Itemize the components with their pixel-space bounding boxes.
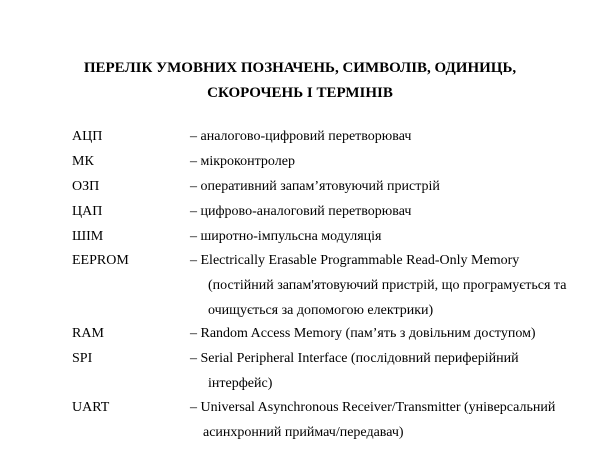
abbreviation-definition-continuation: інтерфейс) — [208, 376, 273, 391]
abbreviation-term: МК — [72, 154, 94, 169]
abbreviation-definition: – Random Access Memory (пам’ять з довільним доступом) — [190, 326, 536, 341]
abbreviation-definition: – мікроконтролер — [190, 154, 295, 169]
abbreviation-term: UART — [72, 400, 110, 415]
abbreviation-definition: – цифрово-аналоговий перетворювач — [190, 204, 412, 219]
abbreviation-definition: – Universal Asynchronous Receiver/Transmitter (універсальний — [190, 400, 556, 415]
abbreviation-term: EEPROM — [72, 253, 129, 268]
abbreviation-definition: – Electrically Erasable Programmable Read-Only Memory — [190, 253, 520, 268]
abbreviation-term: АЦП — [72, 129, 103, 144]
abbreviation-term: ШІМ — [72, 229, 104, 244]
abbreviation-term: SPI — [72, 351, 93, 366]
abbreviation-definition: – Serial Peripheral Interface (послідовний периферійний — [190, 351, 519, 366]
abbreviation-definition-continuation: очищується за допомогою електрики) — [208, 303, 434, 318]
abbreviation-definition-continuation: (постійний запам'ятовуючий пристрій, що програмується та — [208, 278, 567, 293]
abbreviation-term: ЦАП — [72, 204, 103, 219]
abbreviation-term: ОЗП — [72, 179, 100, 194]
abbreviation-definition: – оперативний запам’ятовуючий пристрій — [190, 179, 440, 194]
page-title-line-2: СКОРОЧЕНЬ І ТЕРМІНІВ — [207, 85, 393, 101]
abbreviation-definition: – широтно-імпульсна модуляція — [190, 229, 382, 244]
abbreviation-term: RAM — [72, 326, 104, 341]
abbreviation-definition: – аналогово-цифровий перетворювач — [190, 129, 412, 144]
page-title-line-1: ПЕРЕЛІК УМОВНИХ ПОЗНАЧЕНЬ, СИМВОЛІВ, ОДИНИЦЬ, — [83, 60, 517, 76]
abbreviation-definition-continuation: асинхронний приймач/передавач) — [203, 425, 404, 440]
